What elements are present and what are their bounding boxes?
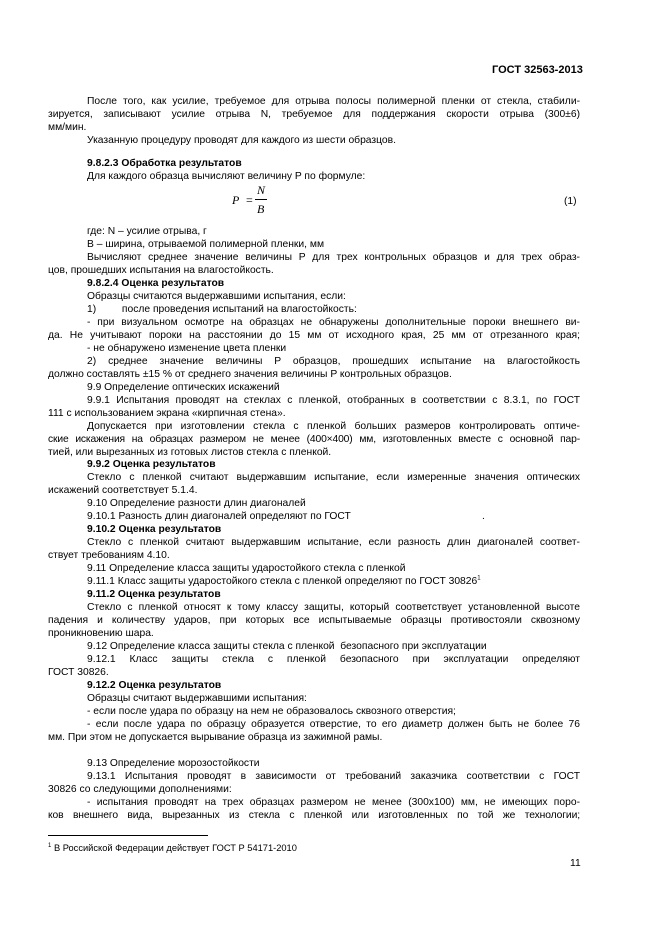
section-heading: 9.8.2.3 Обработка результатов [87,158,242,169]
text-line: - не обнаружено изменение цвета пленки [87,343,287,354]
text-line: 9.13.1 Испытания проводят в зависимости от требований заказчика соответствии с ГОСТ [87,771,580,782]
footnote [48,842,297,854]
text-line: Стекло с пленкой относят к тому классу защиты, который соответствует установленной высоте [87,602,580,613]
text-line: проникновению шара. [48,628,154,639]
text-line: Образцы считают выдержавшими испытания: [87,693,307,704]
document-code: ГОСТ 32563-2013 [492,64,583,76]
text-line-content: 9.11.1 Класс защиты ударостойкого стекла с пленкой определяют по ГОСТ 30826 [87,576,478,587]
text-line: B – ширина, отрываемой полимерной пленки, мм [87,239,325,250]
section-heading: 9.9.2 Оценка результатов [87,459,216,470]
text-line: Вычисляют среднее значение величины P для трех контрольных образцов и для трех образ- [87,252,580,263]
text-line: Допускается при изготовлении стекла с пленкой больших размеров контролировать оптиче- [87,421,580,432]
text-line: - при визуальном осмотре на образцах не обнаружены дополнительные пороки внешнего ви- [87,317,580,328]
section-heading: 9.8.2.4 Оценка результатов [87,278,225,289]
text-line: 1) после проведения испытаний на влагостойкость: [87,304,357,315]
text-line: мм. При этом не допускается вырывание образца из зажимной рамы. [48,732,383,743]
formula-numerator: N [257,183,266,197]
text-line: Указанную процедуру проводят для каждого из шести образцов. [87,135,396,146]
text-line: 9.12.1 Класс защиты стекла с пленкой безопасного при эксплуатации определяют [87,654,580,665]
section-heading: 9.12 Определение класса защиты стекла с пленкой безопасного при эксплуатации [87,641,487,652]
text-line: Образцы считаются выдержавшими испытания, если: [87,291,346,302]
text-line: зируется, записывают усилие отрыва N, требуемое для поддержания скорости отрыва (300±6) [48,109,580,120]
text-line: - если после удара по образцу на нем не образовалось сквозного отверстия; [87,706,456,717]
text-line: 111 с использованием экрана «кирпичная стена». [48,408,286,419]
formula-number: (1) [564,196,577,207]
footnote-text: В Российской Федерации действует ГОСТ Р 54171-2010 [53,843,297,853]
footnote-mark: 1 [48,842,52,849]
text-line: 9.9.1 Испытания проводят на стеклах с пленкой, отобранных в соответствии с 8.3.1, по ГОСТ [87,395,580,406]
text-line: ГОСТ 30826. [48,667,109,678]
footnote-separator [48,835,208,836]
text-line: Стекло с пленкой считают выдержавшим испытание, если измеренные значения оптических [87,472,580,483]
text-line: - испытания проводят на трех образцах размером не менее (300x100) мм, не имеющих поро- [87,797,580,808]
text-line: да. Не учитывают пороки на расстоянии до 15 мм от исходного края, 25 мм от отрезанного края; [48,330,580,341]
text-line: После того, как усилие, требуемое для отрыва полосы полимерной пленки от стекла, стабили- [87,96,580,107]
text-line: падения и количеству ударов, при которых все испытываемые образцы противостояли сквозному [48,615,580,626]
text-line: мм/мин. [48,122,87,133]
section-heading: 9.10.2 Оценка результатов [87,524,222,535]
text-line [87,576,481,588]
formula-lhs: P [232,193,240,207]
section-heading: 9.9 Определение оптических искажений [87,382,280,393]
text-line: 30826 со следующими дополнениями: [48,784,232,795]
text-line: где: N – усилие отрыва, г [87,226,207,237]
text-line: 9.10.1 Разность длин диагоналей определяют по ГОСТ [87,511,351,522]
fraction-bar [255,199,267,200]
text-line: ствует требованиям 4.10. [48,550,170,561]
text-line: Стекло с пленкой считают выдержавшим испытание, если разность длин диагоналей соответ- [87,537,580,548]
section-heading: 9.13 Определение морозостойкости [87,758,260,769]
text-line: - если после удара по образцу образуется отверстие, то его диаметр должен быть не более 76 [87,719,580,730]
text-line: должно составлять ±15 % от среднего значения величины P контрольных образцов. [48,369,452,380]
section-heading: 9.11 Определение класса защиты ударостойкого стекла с пленкой [87,563,406,574]
page-number: 11 [570,858,581,869]
footnote-reference[interactable]: 1 [477,575,481,582]
text-line: ские искажения на образцах размером не менее (400×400) мм, изготовленных вместе с основной пар- [48,434,580,445]
text-line: цов, прошедших испытания на влагостойкость. [48,265,274,276]
text-line: искажений соответствует 5.1.4. [48,485,198,496]
text-line: 2) среднее значение величины P образцов, прошедших испытание на влагостойкость [87,356,580,367]
text-line: Для каждого образца вычисляют величину P по формуле: [87,171,366,182]
text-line: ков внешнего вида, вырезанных из стекла с пленкой или изготовленных по той же технологии; [48,810,580,821]
section-heading: 9.11.2 Оценка результатов [87,589,221,600]
formula-denominator: B [257,202,265,216]
section-heading: 9.10 Определение разности длин диагоналей [87,498,306,509]
text-line: тией, или вырезанных из готовых листов стекла с пленкой. [48,447,332,458]
formula-equals: = [246,193,253,207]
text-line-period: . [482,511,485,522]
section-heading: 9.12.2 Оценка результатов [87,680,222,691]
